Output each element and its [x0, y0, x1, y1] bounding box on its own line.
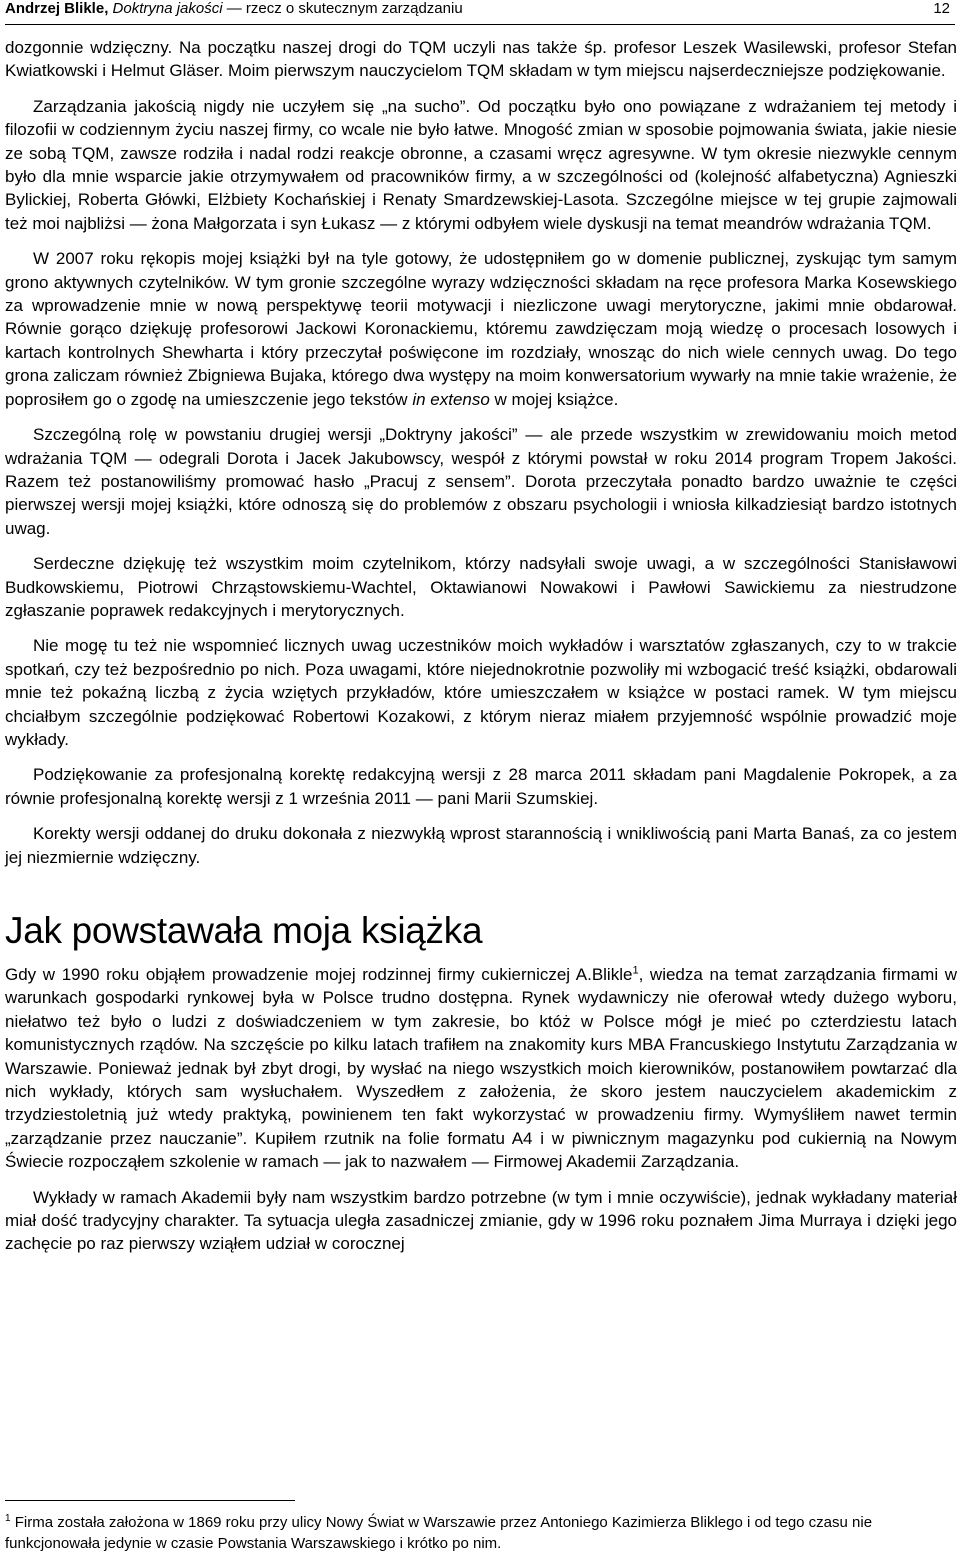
paragraph: dozgonnie wdzięczny. Na początku naszej drogi do TQM uczyli nas także śp. profesor Leszek Wasilewski, profesor Stefan Kwiatkowski i Helmut Gläser. Moim pierwszym nauczycielom TQM składam w tym miejscu najserdeczniejsze podziękowanie. — [5, 38, 957, 81]
paragraph: Szczególną rolę w powstaniu drugiej wersji „Doktryny jakości” — ale przede wszystkim w zrewidowaniu moich metod wdrażania TQM — odegrali Dorota i Jacek Jakubowscy, wespół z którymi powstał w roku 2014 program Tropem Jakości. Razem też postanowiliśmy promować hasło „Pracuj z sensem”. Dorota przeczytała ponadto bardzo uważnie te części pierwszej wersji mojej książki, które odnoszą się do problemów z obszaru psychologii i wniosła kilkadziesiąt bardzo istotnych uwag. — [5, 425, 957, 538]
header-left — [5, 0, 463, 18]
paragraph-text: W 2007 roku rękopis mojej książki był na tyle gotowy, że udostępniłem go w domenie publicznej, zyskując tym samym grono aktywnych czytelników. W tym gronie szczególne wyrazy wdzięczności składam na ręce profesora Marka Kosewskiego za wprowadzenie mnie w nową perspektywę teorii motywacji i niezliczone uwagi merytoryczne, jakimi mnie obdarował. Równie gorąco dziękuję profesorowi Jackowi Koronackiemu, któremu zawdzięczam moją wiedzę o procesach losowych i kartach kontrolnych Shewharta i który przeczytał poświęcone im rozdziały, wnosząc do nich wiele cennych uwag. Do tego grona zaliczam również Zbigniewa Bujaka, którego dwa występy na moim konwersatorium wywarły na mnie takie wrażenie, że poprosiłem go o zgodę na umieszczenie jego tekstów — [5, 249, 957, 409]
header-subtitle: — rzecz o skutecznym zarządzaniu — [226, 0, 463, 17]
paragraph-text: Gdy w 1990 roku objąłem prowadzenie mojej rodzinnej firmy cukierniczej A.Blikle — [5, 965, 633, 984]
page-body — [5, 36, 957, 1268]
paragraph: Serdeczne dziękuję też wszystkim moim czytelnikom, którzy nadsyłali swoje uwagi, a w szczególności Stanisławowi Budkowskiemu, Piotrowi Chrząstowskiemu-Wachtel, Oktawianowi Nowakowi i Pawłowi Sawickiemu za niestrudzone zgłaszanie poprawek redakcyjnych i merytorycznych. — [5, 554, 957, 620]
paragraph: Podziękowanie za profesjonalną korektę redakcyjną wersji z 28 marca 2011 składam pani Magdalenie Pokropek, a za równie profesjonalną korektę wersji z 1 września 2011 — pani Marii Szumskiej. — [5, 765, 957, 808]
paragraph: Wykłady w ramach Akademii były nam wszystkim bardzo potrzebne (w tym i mnie oczywiście), jednak wykładany materiał miał dość tradycyjny charakter. Ta sytuacja uległa zasadniczej zmianie, gdy w 1996 roku poznałem Jima Murraya i dzięki jego zachęcie po raz pierwszy wziąłem udział w corocznej — [5, 1187, 957, 1254]
running-header — [5, 0, 955, 25]
paragraph: Zarządzania jakością nigdy nie uczyłem się „na sucho”. Od początku było ono powiązane z wdrażaniem tej metody i filozofii w codziennym życiu naszej firmy, co wcale nie było łatwe. Mnogość zmian w sposobie pojmowania świata, jakie niesie ze sobą TQM, zawsze rodziła i nadal rodzi reakcje obronne, a czasami wręcz agresywne. W tym okresie niezwykle cennym było dla mnie wsparcie jakie otrzymywałem od pracowników firmy, a w szczególności od (kolejność alfabetyczna) Agnieszki Bylickiej, Roberta Główki, Elżbiety Kochańskiej i Renaty Smardzewskiej-Lasota. Szczególne miejsce w tej grupie zajmowali też moi najbliżsi — żona Małgorzata i syn Łukasz — z którymi odbyłem wiele dyskusji na temat meandrów wdrażania TQM. — [5, 96, 957, 233]
footnote — [5, 1512, 957, 1554]
section-heading: Jak powstawała moja książka — [5, 910, 483, 951]
paragraph: Nie mogę tu też nie wspomnieć licznych uwag uczestników moich wykładów i warsztatów zgłaszanych, czy to w trakcie spotkań, czy też bezpośrednio po nich. Poza uwagami, które niejednokrotnie pozwoliły mi wzbogacić treść książki, obdarowali mnie też pokaźną liczbą z życia wziętych przykładów, które umieszczałem w książce w postaci ramek. W tym miejscu chciałbym szczególnie podziękować Robertowi Kozakowi, z którym nieraz miałem przyjemność wspólnie prowadzić moje wykłady. — [5, 636, 957, 749]
header-author: Andrzej Blikle, — [5, 0, 109, 17]
footnote-separator — [5, 1500, 295, 1501]
paragraph-text: , wiedza na temat zarządzania firmami w warunkach gospodarki rynkowej była w Polsce trudno dostępna. Rynek wydawniczy nie oferował wtedy dużego wyboru, niełatwo też było o ludzi z doświadczeniem w tym zakresie, bo któż w Polsce mógł je mieć po czterdziestu latach komunistycznych rządów. Na szczęście po kilku latach trafiłem na znakomity kurs MBA Francuskiego Instytutu Zarządzania w Warszawie. Ponieważ jednak był zbyt drogi, by wysłać na niego wszystkich moich kierowników, postanowiłem powtarzać dla nich wykłady, których sam wysłuchałem. Wyszedłem z założenia, że skoro jestem nauczycielem akademickim z trzydziestoletnią już wtedy praktyką, powinienem ten fakt wykorzystać w prowadzeniu firmy. Wymyśliłem nawet termin „zarządzanie przez nauczanie”. Kupiłem rzutnik na folie formatu A4 i w piwnicznym magazynku pod cukiernią na Nowym Świecie rozpocząłem szkolenie w ramach — jak to nazwałem — Firmowej Akademii Zarządzania. — [5, 965, 958, 1172]
paragraph — [5, 247, 957, 411]
paragraph: Korekty wersji oddanej do druku dokonała z niezwykłą wprost starannością i wnikliwością pani Marta Banaś, za co jestem jej niezmiernie wdzięczny. — [5, 824, 957, 867]
page-number: 12 — [933, 0, 950, 17]
paragraph-text: w mojej książce. — [494, 389, 619, 409]
paragraph — [5, 963, 957, 1174]
italic-phrase: in extenso — [412, 389, 490, 409]
footnote-text: Firma została założona w 1869 roku przy ulicy Nowy Świat w Warszawie przez Antoniego Kazimierza Bliklego i od tego czasu nie funkcjonowała jedynie w czasie Powstania Warszawskiego i krótko po nim. — [5, 1514, 873, 1552]
footnote-number: 1 — [5, 1513, 11, 1524]
footnote-reference[interactable]: 1 — [632, 964, 639, 977]
header-book-title: Doktryna jakości — [112, 0, 223, 17]
